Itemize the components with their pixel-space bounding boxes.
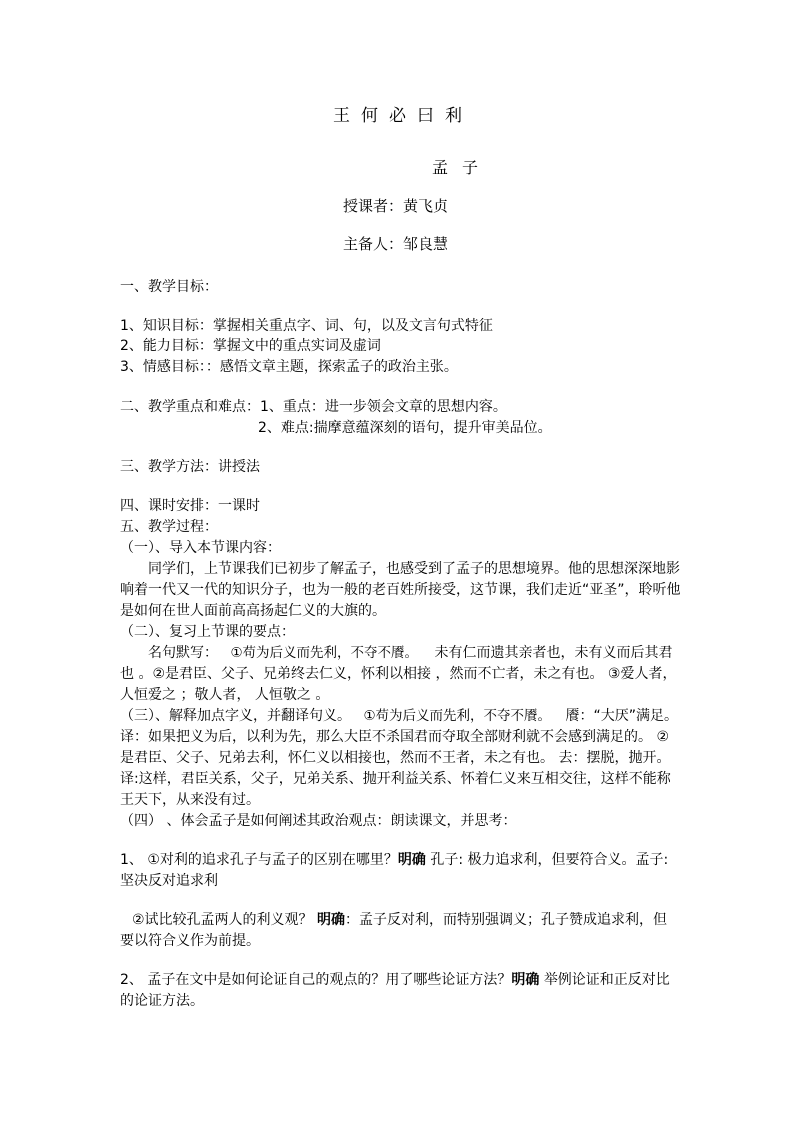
goal-knowledge: 1、知识目标：掌握相关重点字、词、句，以及文言句式特征 [120, 318, 493, 334]
preparer-line: 主备人：邹良慧 [343, 235, 449, 253]
part3-line1 [120, 709, 678, 724]
goal-ability: 2、能力目标：掌握文中的重点实词及虚词 [120, 338, 381, 354]
teacher-line: 授课者：黄飞贞 [343, 197, 449, 215]
part2-line3: 人恒爱之 ；敬人者， 人恒敬之 。 [120, 687, 330, 703]
part3-heading: （三）、解释加点字义，并翻译句义。 [120, 708, 351, 724]
question1-text: 1、 ①对利的追求孔子与孟子的区别在哪里？ [120, 852, 398, 868]
part3-line4: 译:这样，君臣关系，父子，兄弟关系、抛开利益关系、怀着仁义来互相交往，这样不能称 [120, 771, 671, 787]
question2-line1 [132, 913, 667, 927]
part2-heading: （二）、复习上节课的要点： [120, 624, 295, 640]
key-points-line: 二、教学重点和难点：1、重点：进一步领会文章的思想内容。 [120, 399, 507, 415]
process-heading: 五、教学过程： [120, 519, 218, 535]
answer1-text: 孔子: 极力追求利，但要符合义。孟子: [430, 852, 669, 868]
section-heading-goals: 一、教学目标： [120, 279, 218, 295]
part1-line1: 同学们，上节课我们已初步了解孟子，也感受到了孟子的思想境界。他的思想深深地影 [148, 561, 680, 577]
schedule-line: 四、课时安排：一课时 [120, 498, 260, 514]
teaching-method: 三、教学方法：讲授法 [120, 459, 260, 475]
difficult-points-line: 2、难点:揣摩意蕴深刻的语句，提升审美品位。 [258, 420, 552, 436]
part3-gloss: 餍：“大厌”满足。 [565, 708, 679, 724]
answer2-label: 明确 [317, 912, 346, 928]
answer2-text: ：孟子反对利，而特别强调义；孔子赞成追求利，但 [345, 912, 668, 928]
question1-line1 [120, 853, 668, 867]
document-title: 王何必曰利 [333, 106, 473, 126]
answer1-label: 明确 [397, 852, 426, 868]
author-name: 孟子 [432, 158, 493, 177]
part3-quote: ①苟为后义而先利，不夺不餍。 [363, 708, 552, 724]
part1-line3: 是如何在世人面前高高扬起仁义的大旗的。 [120, 603, 386, 619]
part3-line3: 是君臣、父子、兄弟去利，怀仁义以相接也，然而不王者，未之有也。 去：摆脱，抛开。 [120, 750, 671, 766]
part1-line2: 响着一代又一代的知识分子，也为一般的老百姓所接受，这节课，我们走近“亚圣”，聆听他 [120, 582, 681, 598]
part3-line5: 王天下，从来没有过。 [120, 792, 260, 808]
goal-emotion: 3、情感目标：：感悟文章主题，探索孟子的政治主张。 [120, 359, 458, 375]
question1-line2: 坚决反对追求利 [120, 873, 218, 889]
question3-text: 2、 孟子在文中是如何论证自己的观点的？用了哪些论证方法？ [120, 972, 512, 988]
part3-line2: 译：如果把义为后，以利为先，那么大臣不杀国君而夺取全部财利就不会感到满足的。 ② [120, 729, 669, 745]
part2-line1 [148, 646, 673, 661]
answer3-text: 举例论证和正反对比 [543, 972, 670, 988]
part1-heading: （一）、导入本节课内容： [120, 540, 281, 556]
recitation-quote-2: 未有仁而遗其亲者也，未有义而后其君 [434, 645, 673, 661]
question3-line1 [120, 973, 670, 987]
answer3-label: 明确 [511, 972, 540, 988]
part2-line2: 也 。②是君臣、父子、兄弟终去仁义，怀利以相接 ，然而不亡者，未之有也。 ③爱人者， [120, 666, 677, 682]
recitation-quote-1: ①苟为后义而先利，不夺不餍。 [230, 645, 419, 661]
question3-line2: 的论证方法。 [120, 993, 204, 1009]
question2-line2: 要以符合义作为前提。 [120, 933, 260, 949]
recitation-label: 名句默写： [148, 645, 218, 661]
question2-text: ②试比较孔孟两人的利义观？ [132, 912, 318, 928]
part4-heading: （四） 、体会孟子是如何阐述其政治观点：朗读课文，并思考： [120, 813, 517, 829]
